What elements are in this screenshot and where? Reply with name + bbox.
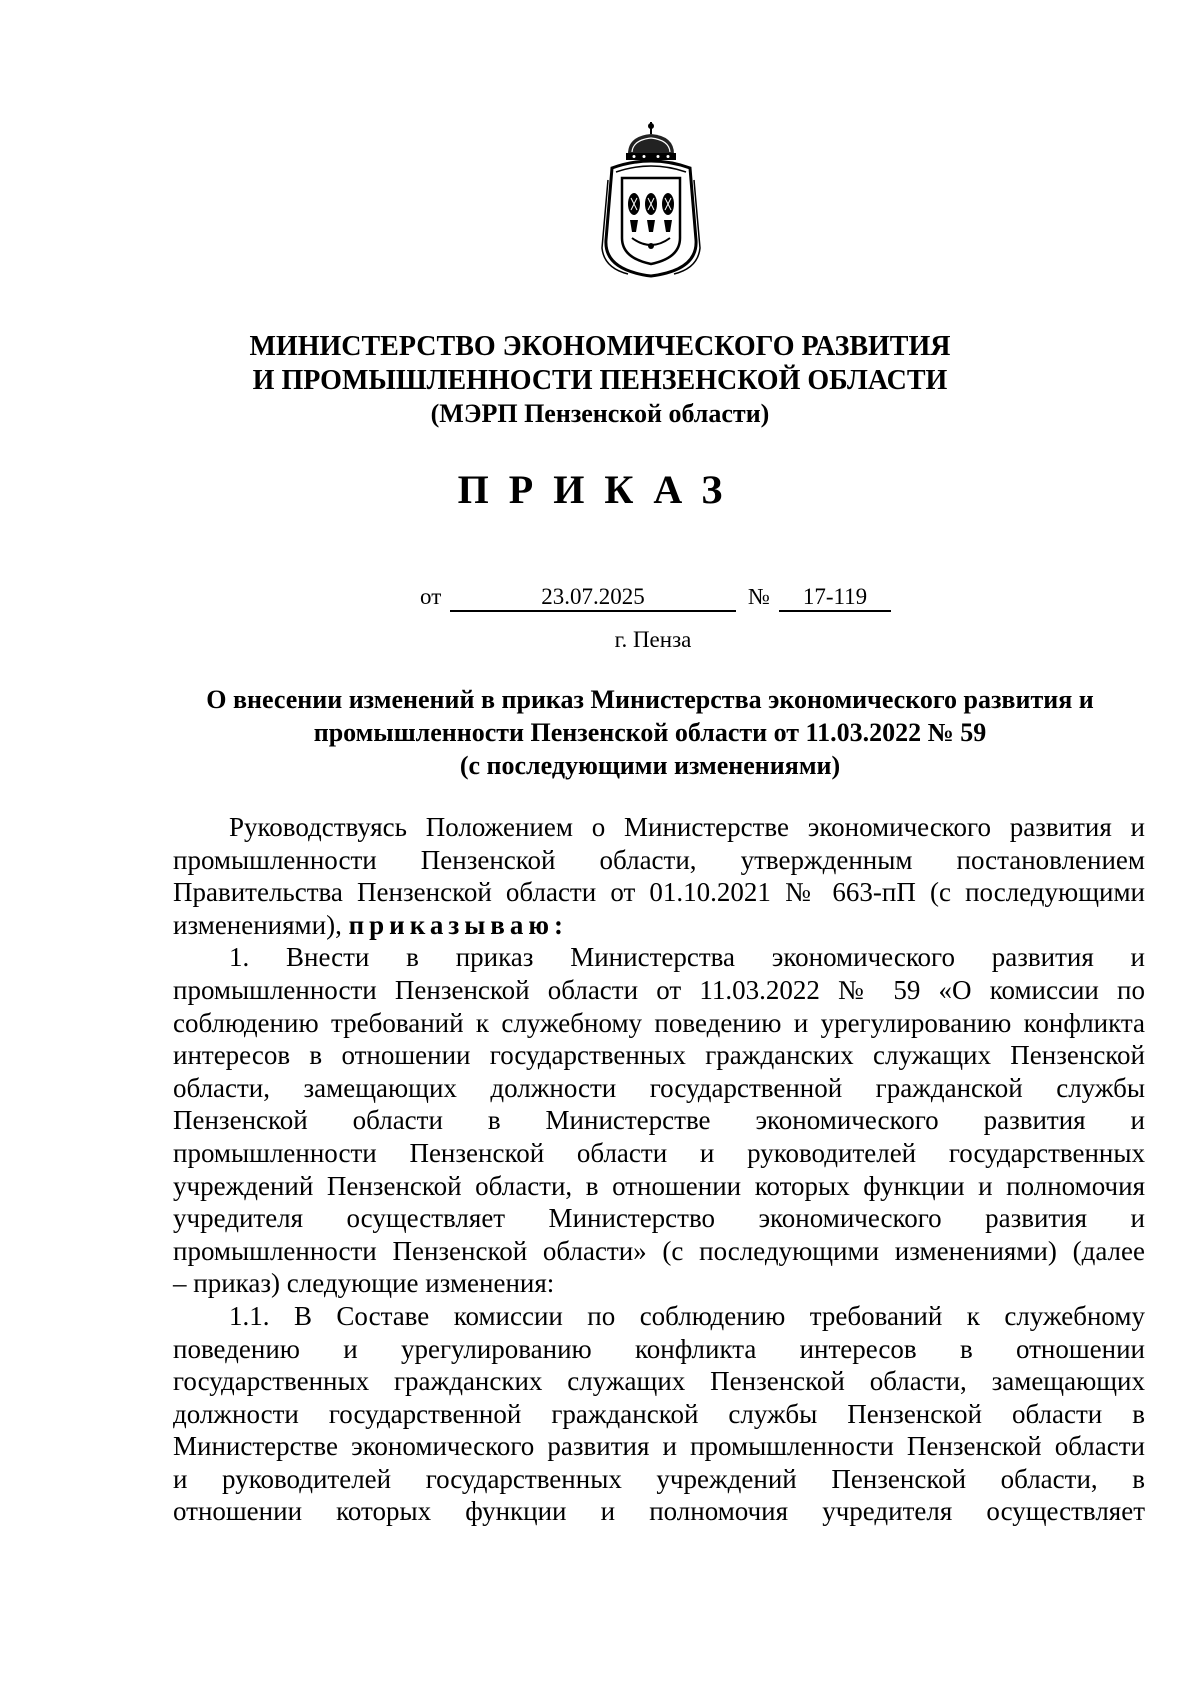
- body-line: области, замещающих должности государственной гражданской службы: [173, 1072, 1145, 1103]
- coat-of-arms-emblem: [598, 120, 704, 278]
- subject-line: (с последующими изменениями): [459, 751, 841, 780]
- date-label: от: [420, 584, 442, 609]
- body-line: 1.1. В Составе комиссии по соблюдению требований к служебному: [229, 1300, 1145, 1331]
- body-line: [173, 909, 1145, 942]
- body-line: промышленности Пензенской области» (с последующими изменениями) (далее: [173, 1235, 1145, 1266]
- body-line: соблюдению требований к служебному поведению и урегулированию конфликта: [173, 1007, 1145, 1038]
- order-subject: [150, 683, 1150, 782]
- body-line: учреждений Пензенской области, в отношении которых функции и полномочия: [173, 1170, 1145, 1201]
- body-line: и руководителей государственных учреждений Пензенской области, в: [173, 1463, 1145, 1494]
- body-text-fragment: изменениями),: [173, 909, 349, 940]
- order-date: 23.07.2025: [450, 583, 736, 612]
- body-line: интересов в отношении государственных гражданских служащих Пензенской: [173, 1040, 1145, 1071]
- ministry-short-name: (МЭРП Пензенской области): [430, 399, 770, 428]
- document-type-title: ПРИКАЗ: [457, 467, 743, 512]
- order-number: 17-119: [779, 583, 891, 612]
- body-line: государственных гражданских служащих Пензенской области, замещающих: [173, 1366, 1145, 1397]
- ministry-name-line2: И ПРОМЫШЛЕННОСТИ ПЕНЗЕНСКОЙ ОБЛАСТИ: [252, 365, 948, 396]
- body-line: должности государственной гражданской службы Пензенской области в: [173, 1398, 1145, 1429]
- order-directive: приказываю:: [348, 909, 569, 940]
- body-line: промышленности Пензенской области от 11.03.2022 № 59 «О комиссии по: [173, 974, 1145, 1005]
- body-line: отношении которых функции и полномочия учредителя осуществляет: [173, 1496, 1145, 1527]
- body-line: Пензенской области в Министерстве экономического развития и: [173, 1105, 1145, 1136]
- body-line: промышленности Пензенской области, утвержденным постановлением: [173, 844, 1145, 875]
- ministry-name-line1: МИНИСТЕРСТВО ЭКОНОМИЧЕСКОГО РАЗВИТИЯ: [249, 331, 951, 362]
- subject-line: О внесении изменений в приказ Министерства экономического развития и: [206, 685, 1094, 714]
- body-line: 1. Внести в приказ Министерства экономического развития и: [229, 942, 1145, 973]
- subject-line: промышленности Пензенской области от 11.03.2022 № 59: [313, 718, 987, 747]
- body-line: – приказ) следующие изменения:: [173, 1268, 555, 1299]
- body-line: промышленности Пензенской области и руководителей государственных: [173, 1137, 1145, 1168]
- body-line: поведению и урегулированию конфликта интересов в отношении: [173, 1333, 1145, 1364]
- body-line: Министерстве экономического развития и промышленности Пензенской области: [173, 1431, 1145, 1462]
- number-label: №: [748, 584, 770, 609]
- order-body: [173, 811, 1145, 1528]
- body-line: учредителя осуществляет Министерство экономического развития и: [173, 1203, 1145, 1234]
- body-line: Руководствуясь Положением о Министерстве экономического развития и: [229, 812, 1145, 842]
- body-line: Правительства Пензенской области от 01.10.2021 № 663-пП (с последующими: [173, 877, 1145, 908]
- city-name: г. Пенза: [614, 627, 692, 652]
